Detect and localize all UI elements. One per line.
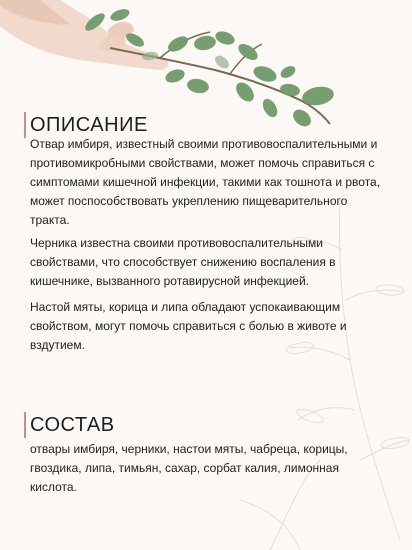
composition-text: отвары имбиря, черники, настои мяты, чабреца, корицы, гвоздика, липа, тимьян, сахар, сорбат калия, лимонная кислота. xyxy=(30,442,348,494)
description-paragraph: Отвар имбиря, известный своими противовоспалительными и противомикробными свойствами, может помочь справиться с симптомами кишечной инфекции, такими как тошнота и рвота, может поспособствовать укреплению пищеварительного тракта. xyxy=(30,137,381,227)
accent-bar xyxy=(24,112,26,138)
composition-title: СОСТАВ xyxy=(30,414,115,436)
composition-heading-row xyxy=(0,412,412,438)
description-paragraph: Настой мяты, корица и липа обладают успокаивающим свойством, могут помочь справиться с болью в животе и вздутием. xyxy=(30,300,347,352)
description-paragraph: Черника известна своими противовоспалительными свойствами, что способствует снижению воспаления в кишечнике, вызванного ротавирусной инфекцией. xyxy=(30,236,336,288)
composition-section xyxy=(0,412,412,494)
accent-bar xyxy=(24,412,26,438)
description-section xyxy=(0,112,412,352)
description-title: ОПИСАНИЕ xyxy=(30,114,148,136)
